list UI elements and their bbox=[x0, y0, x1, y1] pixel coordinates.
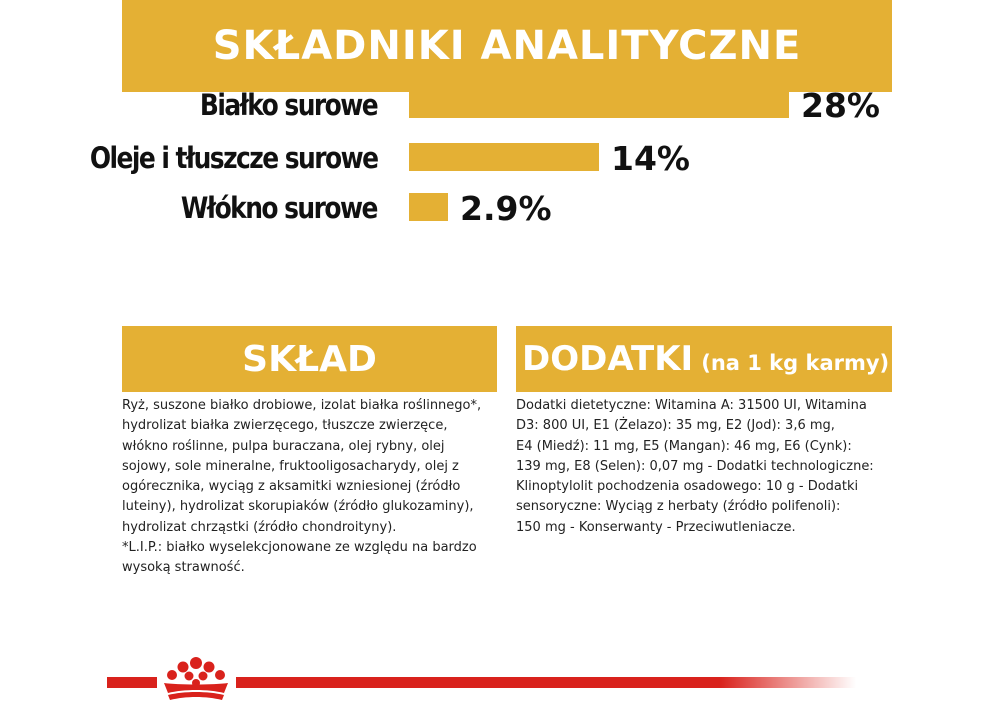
analytic-bar bbox=[409, 193, 448, 221]
text-line: 150 mg - Konserwanty - Przeciwutleniacze. bbox=[516, 519, 796, 535]
text-line: wysoką strawność. bbox=[122, 560, 245, 576]
text-line: sensoryczne: Wyciąg z herbaty (źródło polifenoli): bbox=[516, 499, 841, 515]
text-line: ogórecznika, wyciąg z aksamitki wzniesionej (źródło bbox=[122, 479, 461, 495]
royal-canin-crown-icon bbox=[158, 655, 234, 702]
additives-title: DODATKI bbox=[522, 339, 694, 379]
text-line: włókno roślinne, pulpa buraczana, olej rybny, olej bbox=[122, 438, 445, 454]
text-line: hydrolizat białka zwierzęcego, tłuszcze zwierzęce, bbox=[122, 418, 448, 434]
text-line: Dodatki dietetyczne: Witamina A: 31500 UI, Witamina bbox=[516, 398, 867, 413]
analytic-label: Włókno surowe bbox=[181, 191, 377, 225]
footer-line-right bbox=[236, 677, 856, 688]
footer-line-left bbox=[107, 677, 157, 688]
analytic-label: Białko surowe bbox=[199, 88, 377, 122]
analytics-title: SKŁADNIKI ANALITYCZNE bbox=[212, 23, 802, 69]
composition-title: SKŁAD bbox=[242, 338, 377, 380]
analytic-bar bbox=[409, 143, 599, 171]
analytic-value: 14% bbox=[611, 139, 690, 178]
analytic-value: 2.9% bbox=[460, 189, 552, 228]
analytics-header bbox=[122, 0, 892, 92]
analytic-value: 28% bbox=[801, 86, 880, 125]
text-line: D3: 800 UI, E1 (Żelazo): 35 mg, E2 (Jod): 3,6 mg, bbox=[516, 418, 835, 434]
composition-header bbox=[122, 326, 497, 392]
text-line: E4 (Miedź): 11 mg, E5 (Mangan): 46 mg, E6 (Cynk): bbox=[516, 438, 852, 454]
analytic-row-fat bbox=[0, 139, 1001, 183]
text-line: hydrolizat chrząstki (źródło chondroityny). bbox=[122, 519, 397, 535]
text-line: *L.I.P.: białko wyselekcjonowane ze względu na bardzo bbox=[122, 540, 477, 556]
analytic-row-fiber bbox=[0, 189, 1001, 233]
text-line: sojowy, sole mineralne, fruktooligosacharydy, olej z bbox=[122, 458, 459, 474]
additives-header bbox=[516, 326, 892, 392]
additives-subtitle: (na 1 kg karmy) bbox=[701, 351, 890, 375]
text-line: 139 mg, E8 (Selen): 0,07 mg - Dodatki technologiczne: bbox=[516, 458, 874, 474]
analytic-label: Oleje i tłuszcze surowe bbox=[89, 141, 377, 175]
text-line: Klinoptylolit pochodzenia osadowego: 10 g - Dodatki bbox=[516, 479, 859, 495]
composition-text bbox=[122, 396, 494, 579]
analytic-bar bbox=[409, 90, 789, 118]
additives-text bbox=[516, 396, 888, 538]
analytic-row-protein bbox=[0, 86, 1001, 130]
text-line: luteiny), hydrolizat skorupiaków (źródło glukozaminy), bbox=[122, 499, 474, 515]
text-line: Ryż, suszone białko drobiowe, izolat białka roślinnego*, bbox=[122, 398, 482, 413]
